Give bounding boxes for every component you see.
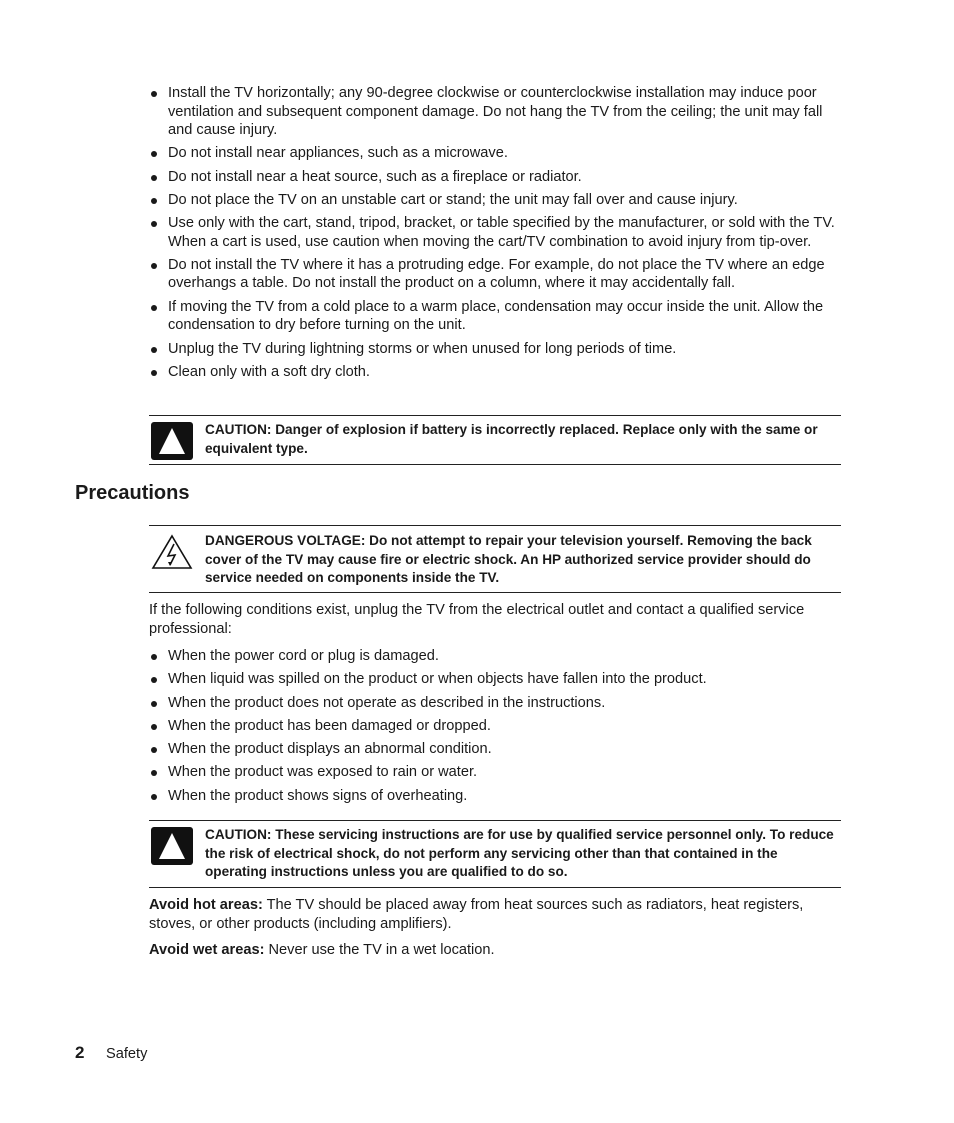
caution-battery-box [149, 415, 841, 465]
page-title: Precautions [75, 482, 190, 504]
avoid-hot-text: The TV should be placed away from heat sources such as radiators, heat registers, stoves, or other products (including amplifiers). [149, 897, 804, 932]
list-item: When the product has been damaged or dropped. [149, 717, 841, 736]
avoid-hot-label: Avoid hot areas: [149, 897, 263, 913]
warning-triangle-icon [151, 827, 193, 870]
page-number: 2 [75, 1043, 85, 1062]
avoid-wet-paragraph [149, 941, 841, 960]
voltage-warning-text: DANGEROUS VOLTAGE: Do not attempt to repair your television yourself. Removing the back cover of the TV may cause fire or electric shock. An HP authorized service provider should do service needed on components inside the TV. [205, 533, 812, 585]
list-item: Unplug the TV during lightning storms or when unused for long periods of time. [149, 340, 841, 359]
electric-shock-icon [151, 534, 193, 575]
list-item: When the power cord or plug is damaged. [149, 647, 841, 666]
condition-bullets [149, 647, 841, 805]
list-item: If moving the TV from a cold place to a warm place, condensation may occur inside the unit. Allow the condensation to dry before turning on the unit. [149, 298, 841, 335]
list-item: Use only with the cart, stand, tripod, bracket, or table specified by the manufacturer, or sold with the TV. When a cart is used, use caution when moving the cart/TV combination to avoid injury from tip-over. [149, 214, 841, 251]
avoid-section [149, 896, 841, 960]
list-item: When the product was exposed to rain or water. [149, 763, 841, 782]
warning-triangle-icon [151, 422, 193, 465]
caution-text: CAUTION: Danger of explosion if battery is incorrectly replaced. Replace only with the same or equivalent type. [205, 422, 818, 456]
installation-list [149, 84, 841, 386]
list-item: Clean only with a soft dry cloth. [149, 363, 841, 382]
list-item: When liquid was spilled on the product or when objects have fallen into the product. [149, 670, 841, 689]
list-item: Do not place the TV on an unstable cart or stand; the unit may fall over and cause injury. [149, 191, 841, 210]
list-item: When the product does not operate as described in the instructions. [149, 694, 841, 713]
avoid-wet-label: Avoid wet areas: [149, 942, 265, 958]
caution-servicing-box [149, 820, 841, 888]
list-item: When the product shows signs of overheating. [149, 787, 841, 806]
voltage-warning-box [149, 525, 841, 593]
caution-text: CAUTION: These servicing instructions are for use by qualified service personnel only. To reduce the risk of electrical shock, do not perform any servicing other than that contained in the operating instructions unless you are qualified to do so. [205, 827, 834, 879]
conditions-intro: If the following conditions exist, unplug the TV from the electrical outlet and contact a qualified service professional: [149, 602, 805, 637]
list-item: Do not install near a heat source, such as a fireplace or radiator. [149, 168, 841, 187]
list-item: Do not install near appliances, such as a microwave. [149, 144, 841, 163]
install-bullets [149, 84, 841, 381]
section-name: Safety [106, 1046, 148, 1062]
conditions-section [149, 601, 841, 810]
list-item: Do not install the TV where it has a protruding edge. For example, do not place the TV where an edge overhangs a table. Do not install the product on a column, where it may accidentally fall. [149, 256, 841, 293]
avoid-hot-paragraph [149, 896, 841, 933]
list-item: Install the TV horizontally; any 90-degree clockwise or counterclockwise installation may induce poor ventilation and subsequent component damage. Do not hang the TV from the ceiling; the unit may fall and cause injury. [149, 84, 841, 140]
list-item: When the product displays an abnormal condition. [149, 740, 841, 759]
avoid-wet-text: Never use the TV in a wet location. [264, 942, 495, 958]
